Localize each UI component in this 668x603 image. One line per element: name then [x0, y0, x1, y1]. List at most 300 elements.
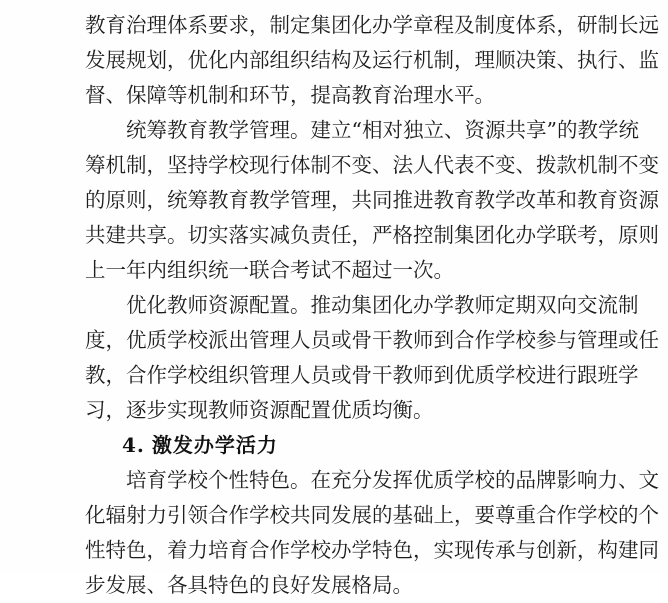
document-glyph: 体 [515, 13, 536, 37]
document-glyph: 领 [187, 503, 208, 527]
document-glyph: 育 [228, 188, 249, 212]
document-glyph: 学 [249, 503, 270, 527]
document-glyph: 决 [515, 48, 536, 72]
document-glyph: 出 [228, 328, 249, 352]
document-glyph: 作 [556, 503, 577, 527]
document-glyph: 着 [167, 538, 188, 562]
document-glyph: 责 [310, 223, 331, 247]
document-glyph: 制 [474, 13, 495, 37]
document-glyph: 、 [556, 48, 577, 72]
document-glyph: 教 [167, 293, 188, 317]
document-glyph: 化 [495, 223, 516, 247]
document-glyph: 筹 [85, 153, 106, 177]
document-glyph: 对 [382, 118, 403, 142]
document-glyph: ， [105, 328, 126, 352]
document-glyph: ， [249, 13, 270, 37]
document-glyph: 育 [228, 538, 249, 562]
document-glyph: 发 [372, 468, 393, 492]
document-glyph: 团 [474, 223, 495, 247]
document-glyph: 制 [269, 13, 290, 37]
document-glyph: 交 [577, 293, 598, 317]
document-glyph: 远 [638, 13, 659, 37]
document-glyph: 集 [351, 293, 372, 317]
document-glyph: 筹 [146, 118, 167, 142]
document-glyph: 研 [577, 13, 598, 37]
document-glyph: 创 [536, 538, 557, 562]
document-glyph: 合 [208, 503, 229, 527]
document-line [85, 323, 659, 358]
document-glyph: 理 [597, 328, 618, 352]
document-glyph: 员 [310, 363, 331, 387]
document-glyph: 实 [208, 223, 229, 247]
document-glyph: 共 [505, 118, 526, 142]
document-glyph: 校 [269, 503, 290, 527]
document-glyph: 骨 [351, 328, 372, 352]
document-glyph: 监 [638, 48, 659, 72]
document-glyph: 坚 [167, 153, 188, 177]
document-glyph: 基 [392, 503, 413, 527]
document-glyph: 规 [126, 48, 147, 72]
document-glyph: 制 [433, 48, 454, 72]
document-glyph: 校 [515, 363, 536, 387]
document-glyph: 教 [577, 188, 598, 212]
document-glyph: 执 [577, 48, 598, 72]
document-glyph: 班 [597, 363, 618, 387]
document-glyph: 要 [208, 13, 229, 37]
document-glyph: 培 [208, 538, 229, 562]
document-glyph: 理 [146, 13, 167, 37]
document-glyph: 体 [290, 153, 311, 177]
document-glyph: 展 [351, 503, 372, 527]
document-glyph: 改 [515, 188, 536, 212]
document-glyph: 合 [454, 328, 475, 352]
document-glyph: 上 [433, 503, 454, 527]
document-glyph: 构 [331, 48, 352, 72]
document-glyph: 学 [269, 188, 290, 212]
document-glyph: 系 [187, 13, 208, 37]
document-glyph: 校 [597, 503, 618, 527]
document-glyph: 与 [515, 538, 536, 562]
document-glyph: 质 [146, 328, 167, 352]
document-glyph: 进 [536, 363, 557, 387]
document-glyph: 源 [638, 188, 659, 212]
document-glyph: 办 [331, 538, 352, 562]
document-glyph: 理 [269, 118, 290, 142]
document-line-text: 上一年内组织统一联合考试不超过一次。 [85, 258, 454, 282]
document-glyph: 教 [454, 293, 475, 317]
document-glyph: 教 [85, 13, 106, 37]
document-glyph: 优 [126, 328, 147, 352]
document-glyph: 享 [525, 118, 547, 142]
document-glyph: 学 [433, 293, 454, 317]
document-glyph: 管 [577, 328, 598, 352]
document-glyph: 机 [105, 153, 126, 177]
document-line [85, 113, 639, 148]
document-glyph: 射 [126, 503, 147, 527]
document-glyph: 校 [228, 153, 249, 177]
document-glyph: 。 [290, 468, 311, 492]
document-line [85, 78, 593, 113]
document-glyph: 的 [372, 503, 393, 527]
document-line [85, 43, 659, 78]
document-glyph: 流 [597, 293, 618, 317]
document-glyph: 个 [638, 503, 659, 527]
document-glyph: 变 [638, 153, 659, 177]
document-glyph: 集 [310, 13, 331, 37]
document-line [85, 568, 593, 603]
document-glyph: 干 [372, 328, 393, 352]
document-glyph: 集 [454, 223, 475, 247]
document-glyph: 治 [126, 13, 147, 37]
document-glyph: 特 [105, 538, 126, 562]
document-glyph: 定 [495, 293, 516, 317]
document-glyph: 础 [413, 503, 434, 527]
document-glyph: 和 [556, 188, 577, 212]
document-glyph: 优 [454, 363, 475, 387]
document-glyph: 校 [187, 328, 208, 352]
document-glyph: 织 [228, 363, 249, 387]
document-glyph: 重 [515, 503, 536, 527]
document-glyph: 顺 [495, 48, 516, 72]
document-glyph: 学 [495, 363, 516, 387]
document-glyph: 变 [351, 153, 372, 177]
document-glyph: 及 [454, 13, 475, 37]
document-glyph: 教 [85, 363, 106, 387]
document-glyph: 办 [515, 223, 536, 247]
document-glyph: 力 [146, 503, 167, 527]
document-glyph: 理 [474, 48, 495, 72]
document-glyph: 同 [638, 538, 659, 562]
document-glyph: 或 [618, 328, 639, 352]
document-glyph: 合 [249, 538, 270, 562]
document-glyph: 、 [443, 118, 465, 142]
document-glyph: 统 [126, 118, 147, 142]
document-glyph: 、 [372, 153, 393, 177]
document-glyph: 制 [597, 153, 618, 177]
document-glyph: 法 [392, 153, 413, 177]
document-glyph: ， [556, 13, 577, 37]
document-glyph: 同 [372, 188, 393, 212]
document-glyph: 理 [269, 363, 290, 387]
document-glyph: 分 [351, 468, 372, 492]
document-glyph: 传 [474, 538, 495, 562]
document-glyph: 组 [208, 363, 229, 387]
document-glyph: 育 [187, 118, 208, 142]
document-glyph: 影 [556, 468, 577, 492]
document-glyph: 员 [310, 328, 331, 352]
document-glyph: 育 [597, 188, 618, 212]
document-glyph: 则 [126, 188, 147, 212]
document-glyph: 置 [269, 293, 290, 317]
document-glyph: 化 [85, 503, 106, 527]
document-glyph: 及 [351, 48, 372, 72]
document-glyph: 学 [167, 468, 188, 492]
document-glyph: 理 [310, 188, 331, 212]
document-glyph: 作 [228, 503, 249, 527]
document-glyph: 代 [433, 153, 454, 177]
document-glyph: “ [351, 118, 362, 142]
document-glyph: 教 [208, 188, 229, 212]
document-glyph: 推 [310, 293, 331, 317]
document-glyph: 则 [638, 223, 659, 247]
document-glyph: 运 [372, 48, 393, 72]
document-glyph: 在 [310, 468, 331, 492]
document-glyph: 响 [577, 468, 598, 492]
document-glyph: 教 [474, 188, 495, 212]
document-glyph: 的 [556, 118, 578, 142]
document-glyph: 品 [515, 468, 536, 492]
document-glyph: 行 [269, 153, 290, 177]
document-glyph: ， [454, 48, 475, 72]
document-glyph: 学 [290, 538, 311, 562]
document-glyph: 参 [536, 328, 557, 352]
document-glyph: 与 [556, 328, 577, 352]
document-glyph: 到 [433, 363, 454, 387]
document-glyph: 教 [392, 328, 413, 352]
document-glyph: 源 [484, 118, 506, 142]
document-glyph: 现 [249, 153, 270, 177]
document-glyph: 校 [187, 363, 208, 387]
document-glyph: 育 [454, 188, 475, 212]
document-glyph: 引 [167, 503, 188, 527]
document-glyph: 。 [290, 293, 311, 317]
document-glyph: 学 [167, 363, 188, 387]
document-glyph: 立 [423, 118, 444, 142]
section-heading-number: 4. [122, 433, 145, 457]
document-glyph: 建 [618, 538, 639, 562]
document-glyph: 跟 [577, 363, 598, 387]
document-glyph: 统 [618, 118, 639, 142]
document-glyph: 办 [413, 293, 434, 317]
document-glyph: 制 [126, 153, 147, 177]
document-glyph: 组 [269, 48, 290, 72]
document-glyph: 性 [228, 468, 249, 492]
document-glyph: 人 [290, 363, 311, 387]
document-glyph: 发 [331, 503, 352, 527]
document-glyph: 。 [290, 118, 311, 142]
document-glyph: 长 [618, 13, 639, 37]
document-glyph: 管 [249, 328, 270, 352]
document-glyph: 团 [372, 293, 393, 317]
document-glyph: 减 [269, 223, 290, 247]
document-glyph: 教 [433, 188, 454, 212]
document-glyph: 学 [392, 13, 413, 37]
document-glyph: 享 [146, 223, 167, 247]
document-glyph: 变 [495, 153, 516, 177]
document-glyph: 不 [618, 153, 639, 177]
document-glyph: 系 [536, 13, 557, 37]
document-line [85, 253, 593, 288]
document-glyph: 校 [474, 468, 495, 492]
document-glyph: 尊 [495, 503, 516, 527]
document-glyph: 发 [85, 48, 106, 72]
document-glyph: 资 [208, 293, 229, 317]
document-glyph: 任 [331, 223, 352, 247]
document-glyph: 资 [464, 118, 485, 142]
document-glyph: 教 [577, 118, 598, 142]
document-glyph: 优 [413, 468, 434, 492]
document-glyph: 考 [577, 223, 598, 247]
document-glyph: 向 [556, 293, 577, 317]
document-glyph: 干 [372, 363, 393, 387]
document-glyph: 校 [310, 538, 331, 562]
document-glyph: 负 [290, 223, 311, 247]
document-glyph: 。 [167, 223, 188, 247]
document-glyph: 体 [167, 13, 188, 37]
document-glyph: 、 [618, 468, 639, 492]
document-glyph: 制 [618, 293, 639, 317]
document-glyph: 、 [618, 48, 639, 72]
document-glyph: 共 [351, 188, 372, 212]
document-glyph: 拨 [536, 153, 557, 177]
section-heading-text: 激发办学活力 [151, 433, 278, 457]
document-glyph: 要 [474, 503, 495, 527]
document-glyph: 实 [433, 538, 454, 562]
document-glyph: 行 [392, 48, 413, 72]
document-glyph: 结 [310, 48, 331, 72]
document-glyph: 不 [474, 153, 495, 177]
document-glyph: 实 [249, 223, 270, 247]
document-glyph: 同 [310, 503, 331, 527]
document-glyph: 独 [402, 118, 424, 142]
document-line [85, 288, 639, 323]
document-glyph: 资 [618, 188, 639, 212]
document-glyph: 学 [577, 503, 598, 527]
document-glyph: 相 [361, 118, 383, 142]
document-glyph: 原 [105, 188, 126, 212]
document-glyph: 学 [597, 118, 619, 142]
document-glyph: 共 [85, 223, 106, 247]
document-glyph: 展 [105, 48, 126, 72]
document-glyph: 格 [392, 223, 413, 247]
document-glyph: 化 [392, 293, 413, 317]
document-glyph: 作 [269, 538, 290, 562]
document-glyph: 学 [228, 118, 249, 142]
document-glyph: 联 [556, 223, 577, 247]
document-glyph: 人 [290, 328, 311, 352]
document-glyph: 学 [454, 468, 475, 492]
document-glyph: 共 [126, 223, 147, 247]
document-glyph: 现 [454, 538, 475, 562]
document-glyph: 筹 [187, 188, 208, 212]
document-glyph: 配 [249, 293, 270, 317]
document-glyph: ， [146, 188, 167, 212]
document-line [85, 533, 659, 568]
document-glyph: 划 [146, 48, 167, 72]
document-glyph: 持 [187, 153, 208, 177]
document-glyph: 承 [495, 538, 516, 562]
document-glyph: 款 [556, 153, 577, 177]
document-glyph: 学 [536, 223, 557, 247]
document-glyph: 行 [597, 48, 618, 72]
document-glyph: 派 [208, 328, 229, 352]
document-glyph: ， [146, 153, 167, 177]
document-glyph: 优 [187, 48, 208, 72]
document-glyph: 建 [310, 118, 331, 142]
document-glyph: 期 [515, 293, 536, 317]
document-glyph: 化 [351, 13, 372, 37]
document-glyph: 机 [577, 153, 598, 177]
document-glyph: 、 [515, 153, 536, 177]
document-glyph: 色 [126, 538, 147, 562]
document-glyph: 控 [413, 223, 434, 247]
document-glyph: 落 [228, 223, 249, 247]
document-glyph: 制 [433, 223, 454, 247]
document-glyph: 师 [187, 293, 208, 317]
document-line [85, 358, 639, 393]
document-glyph: 团 [331, 13, 352, 37]
document-glyph: 部 [249, 48, 270, 72]
document-glyph: 教 [392, 363, 413, 387]
document-glyph: 教 [249, 188, 270, 212]
document-glyph: 度 [85, 328, 106, 352]
document-glyph: 推 [392, 188, 413, 212]
document-line-text: 步发展、各具特色的良好发展格局。 [85, 573, 413, 597]
document-glyph: 特 [372, 538, 393, 562]
document-glyph: 办 [372, 13, 393, 37]
document-glyph: 力 [597, 468, 618, 492]
document-glyph: 革 [536, 188, 557, 212]
document-glyph: 质 [474, 363, 495, 387]
document-glyph: 统 [167, 188, 188, 212]
document-glyph: 或 [331, 328, 352, 352]
document-glyph: 严 [372, 223, 393, 247]
document-glyph: 作 [474, 328, 495, 352]
document-glyph: 内 [228, 48, 249, 72]
document-glyph: 共 [290, 503, 311, 527]
document-glyph: 培 [126, 468, 147, 492]
document-glyph: 文 [638, 468, 659, 492]
document-glyph: 到 [433, 328, 454, 352]
document-glyph: 新 [556, 538, 577, 562]
document-line-text: 习，逐步实现教师资源配置优质均衡。 [85, 398, 434, 422]
document-glyph: 行 [556, 363, 577, 387]
document-glyph: 教 [208, 118, 229, 142]
document-glyph: 个 [208, 468, 229, 492]
document-glyph: ， [167, 48, 188, 72]
document-glyph: 动 [331, 293, 352, 317]
document-glyph: 骨 [351, 363, 372, 387]
document-glyph: 管 [249, 118, 270, 142]
document-glyph: ， [331, 188, 352, 212]
document-glyph: 色 [269, 468, 290, 492]
document-glyph: 合 [126, 363, 147, 387]
document-glyph: 程 [433, 13, 454, 37]
document-glyph: 进 [413, 188, 434, 212]
document-line [85, 218, 659, 253]
document-glyph: 制 [597, 13, 618, 37]
document-glyph: 度 [495, 13, 516, 37]
document-glyph: 校 [187, 468, 208, 492]
document-glyph: 定 [290, 13, 311, 37]
document-glyph: ， [146, 538, 167, 562]
document-glyph: 育 [105, 13, 126, 37]
document-glyph: 作 [146, 363, 167, 387]
document-glyph: 立 [331, 118, 352, 142]
document-glyph: ， [351, 223, 372, 247]
document-glyph: ， [105, 363, 126, 387]
document-glyph: 化 [146, 293, 167, 317]
document-glyph: 切 [187, 223, 208, 247]
document-text-column [85, 8, 659, 603]
document-glyph: 充 [331, 468, 352, 492]
document-glyph: 管 [249, 363, 270, 387]
document-glyph: 辐 [105, 503, 126, 527]
document-line [85, 463, 659, 498]
document-glyph: 校 [515, 328, 536, 352]
document-glyph: 管 [290, 188, 311, 212]
document-glyph: 色 [392, 538, 413, 562]
